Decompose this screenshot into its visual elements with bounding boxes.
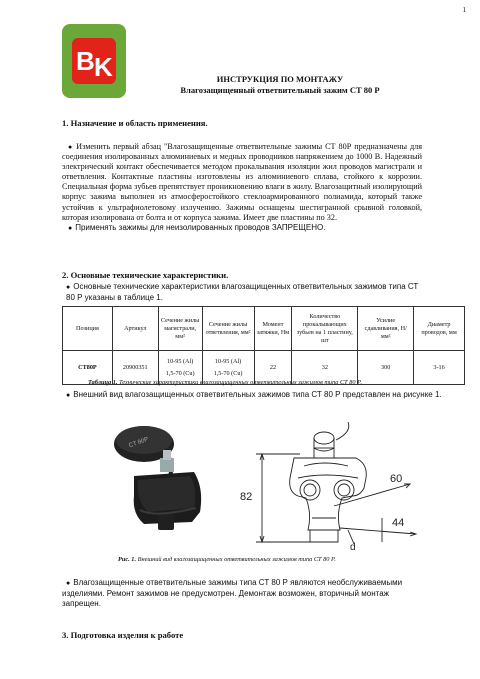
- section-2-para-1: ● Основные технические характеристики влагозащищенных ответвительных зажимов типа СТ 80 Р указаны в таблице 1.: [66, 282, 419, 302]
- table-cell-main: 10-95 (Al) 1,5-70 (Cu): [158, 351, 202, 385]
- logo-letter-b: B: [76, 46, 95, 76]
- section-1-para-1: ● Изменить первый абзац "Влагозащищенные ответвительные зажимы СТ 80Р предназначены для соединения изолированных алюминиевых и медных проводников напряжением до 1000 В. Надежный электрический контакт обеспечивается методом прокалывания изоляции жил проводов магистрали и ответвления. Контактные пластины изготовлены из алюминиевого сплава, стойкого к коррозии. Специальная форма зубьев препятствует проникновению влаги в жилу. Влагозащитный изолирующий корпус зажима выполнен из атмосферостойкого стеклоармированного полиамида, который также устойчив к ультрафиолетовому излучению. Зажимы оснащены шестигранной срывной головкой, которая изолирована от болта и от корпуса зажима. Имеет две пластины по 32.: [62, 142, 422, 222]
- section-2-heading: 2. Основные технические характеристики.: [62, 270, 229, 280]
- table-header: Количество прокалывающих зубьев на 1 пластину, шт: [292, 307, 358, 351]
- spec-table: [62, 306, 465, 385]
- section-1: [62, 118, 422, 234]
- bullet-icon: ●: [68, 143, 74, 151]
- bullet-icon: ●: [66, 392, 71, 399]
- section-1-heading: 1. Назначение и область применения.: [62, 118, 208, 128]
- table-header-row: [63, 307, 465, 351]
- dim-d-label: d: [350, 542, 356, 550]
- dim-width-bottom-label: 44: [392, 517, 405, 529]
- section-3-heading: 3. Подготовка изделия к работе: [62, 630, 184, 640]
- bullet-icon: ●: [68, 224, 73, 232]
- table-cell-force: 300: [358, 351, 414, 385]
- table-header: Момент затяжки, Нм: [254, 307, 292, 351]
- table-header: Диаметр проводов, мм: [414, 307, 465, 351]
- table-cell-branch: 10-95 (Al) 1,5-70 (Cu): [202, 351, 254, 385]
- bullet-icon: ●: [66, 284, 71, 291]
- table-caption: Таблица 1. Технические характеристики влагозащищенных ответвительных зажимов типа СТ 80 Р.: [88, 379, 362, 386]
- table-cell-diameter: 3-16: [414, 351, 465, 385]
- title-line-1: ИНСТРУКЦИЯ ПО МОНТАЖУ: [216, 74, 344, 84]
- table-cell-teeth: 32: [292, 351, 358, 385]
- logo-letter-k: K: [94, 52, 113, 82]
- table-header: Артикул: [112, 307, 158, 351]
- section-2: [62, 270, 422, 303]
- table-cell-torque: 22: [254, 351, 292, 385]
- figure-caption: Рис. 1. Внешний вид влагозащищенных ответвительных зажимов типа СТ 80 Р.: [118, 556, 336, 563]
- bullet-icon: ●: [66, 580, 71, 587]
- table-cell-position: СТ80Р: [63, 351, 113, 385]
- document-title: [130, 74, 430, 96]
- maintenance-note: ● Влагозащищенные ответвительные зажимы типа СТ 80 Р являются необслуживаемыми изделиями. Ремонт зажимов не предусмотрен. Демонтаж возможен, вторичный монтаж запрещен.: [62, 578, 403, 608]
- figure-intro: ● Внешний вид влагозащищенных ответвительных зажимов типа СТ 80 Р представлен на рисунке 1.: [66, 390, 442, 399]
- title-line-2: Влагозащищенный ответвительный зажим СТ 80 Р: [180, 85, 380, 95]
- page-number: 1: [462, 6, 466, 14]
- section-1-para-2: ● Применять зажимы для неизолированных проводов ЗАПРЕЩЕНО.: [68, 222, 326, 232]
- table-cell-article: 20900351: [112, 351, 158, 385]
- dim-width-top-label: 60: [390, 473, 403, 485]
- table-header: Усилие сдавливания, Н/мм²: [358, 307, 414, 351]
- company-logo: [62, 24, 126, 98]
- clamp-drawing: [232, 418, 422, 550]
- table-header: Сечение жилы магистрали, мм²: [158, 307, 202, 351]
- svg-text:CT 80P: CT 80P: [128, 436, 150, 450]
- table-header: Сечение жилы ответвления, мм²: [202, 307, 254, 351]
- table-header: Позиция: [63, 307, 113, 351]
- dim-height-label: 82: [240, 491, 253, 503]
- clamp-photo: [104, 418, 214, 536]
